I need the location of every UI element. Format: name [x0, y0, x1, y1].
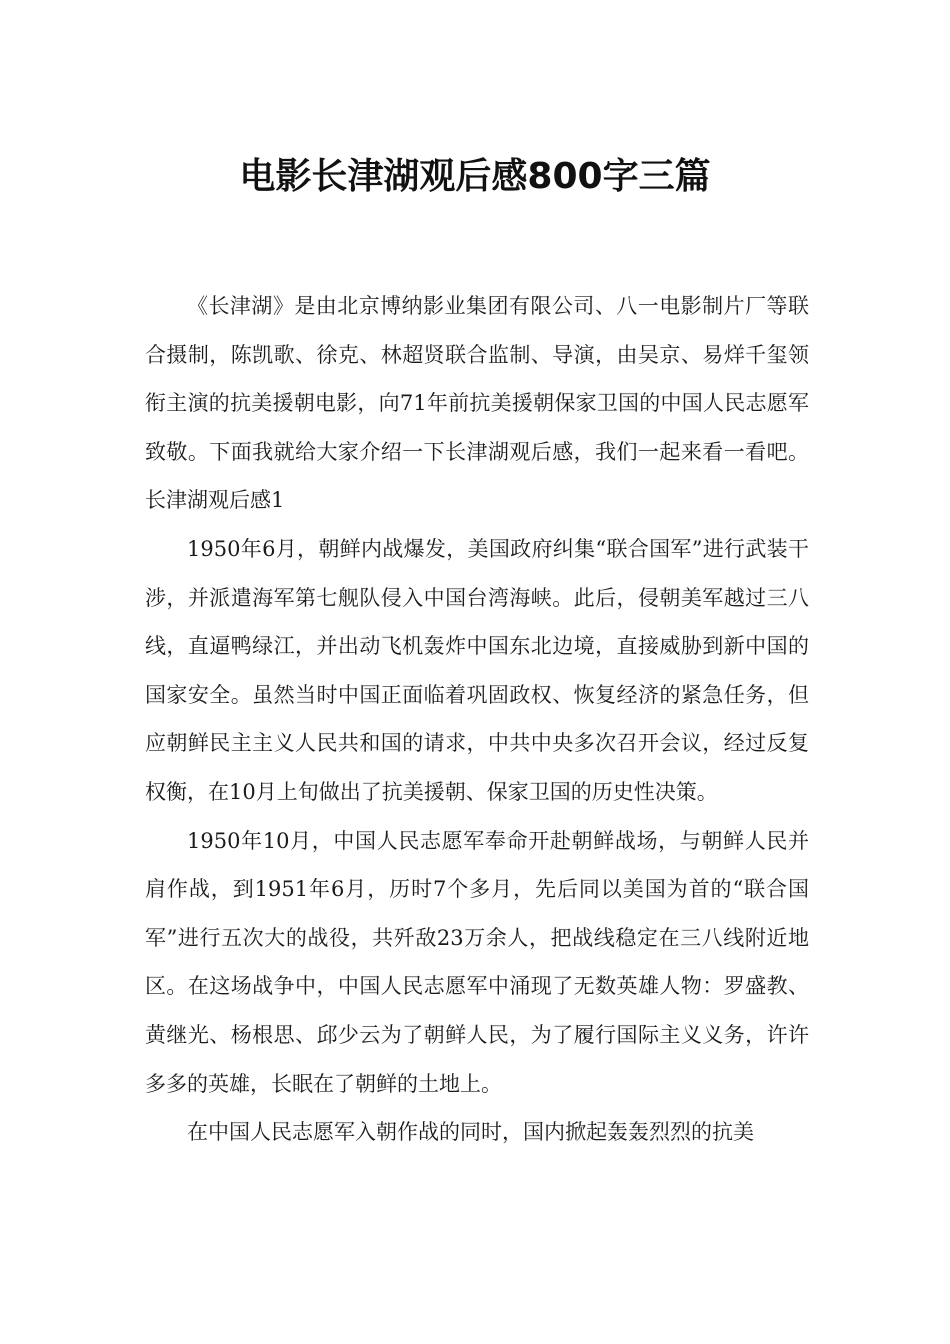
paragraph-background: 1950年6月，朝鲜内战爆发，美国政府纠集“联合国军”进行武装干涉，并派遣海军第七舰队侵入中国台湾海峡。此后，侵朝美军越过三八线，直逼鸭绿江，并出动飞机轰炸中国东北边境，直接威胁到新中国的国家安全。虽然当时中国正面临着巩固政权、恢复经济的紧急任务，但应朝鲜民主主义人民共和国的请求，中共中央多次召开会议，经过反复权衡，在10月上旬做出了抗美援朝、保家卫国的历史性决策。 [145, 536, 809, 804]
paragraph-intro: 《长津湖》是由北京博纳影业集团有限公司、八一电影制片厂等联合摄制，陈凯歌、徐克、林超贤联合监制、导演，由吴京、易烊千玺领衔主演的抗美援朝电影，向71年前抗美援朝保家卫国的中国人民志愿军致敬。下面我就给大家介绍一下长津湖观后感，我们一起来看一看吧。长津湖观后感1 [145, 294, 809, 513]
document-title: 电影长津湖观后感800字三篇 [239, 156, 711, 198]
paragraph-war: 1950年10月，中国人民志愿军奉命开赴朝鲜战场，与朝鲜人民并肩作战，到1951年6月，历时7个多月，先后同以美国为首的“联合国军”进行五次大的战役，共歼敌23万余人，把战线稳定在三八线附近地区。在这场战争中，中国人民志愿军中涌现了无数英雄人物：罗盛教、黄继光、杨根思、邱少云为了朝鲜人民，为了履行国际主义义务，许许多多的英雄，长眠在了朝鲜的土地上。 [145, 828, 809, 1096]
document-body [145, 282, 809, 1157]
paragraph-homefront: 在中国人民志愿军入朝作战的同时，国内掀起轰轰烈烈的抗美 [187, 1120, 754, 1145]
